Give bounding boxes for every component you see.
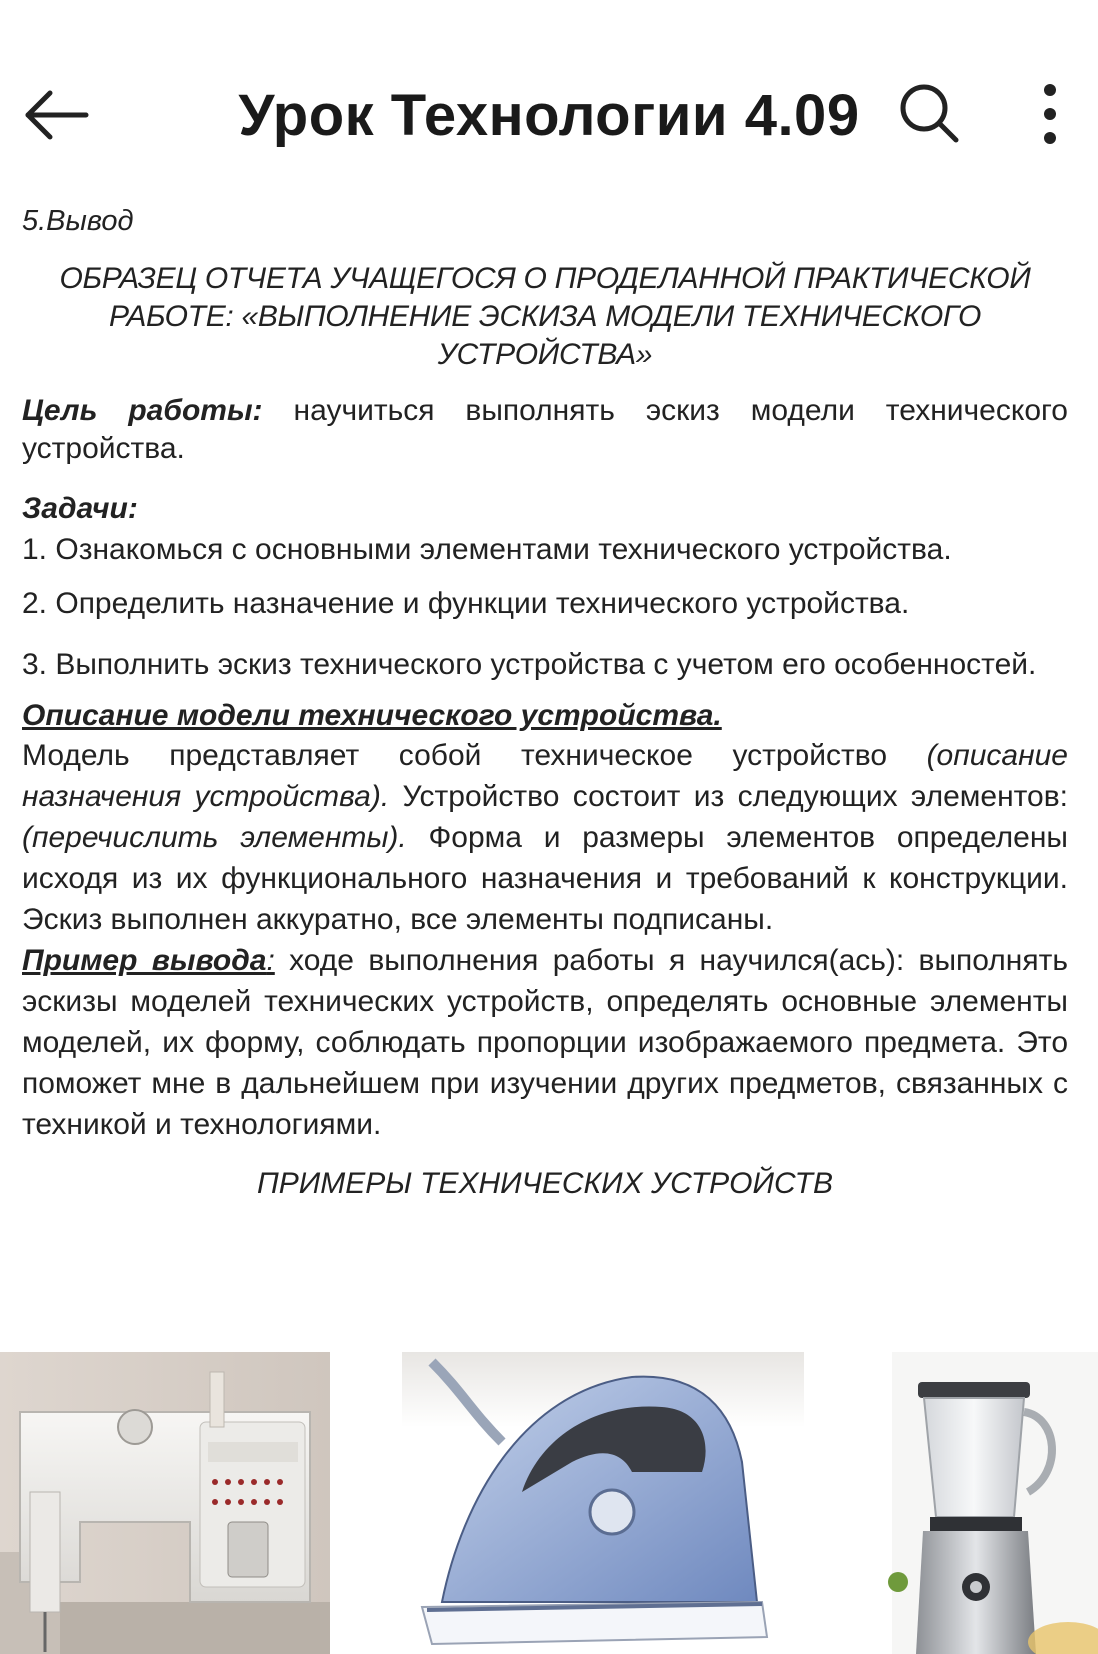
iron-photo[interactable] <box>402 1352 804 1654</box>
app-bar <box>0 60 1098 170</box>
examples-gallery <box>0 1352 1098 1654</box>
search-button[interactable] <box>898 82 960 144</box>
description-paragraph <box>22 735 1068 940</box>
example-colon: : <box>266 944 275 977</box>
task-item: 1. Ознакомься с основными элементами технического устройства. <box>22 533 952 566</box>
task-item: 3. Выполнить эскиз технического устройства с учетом его особенностей. <box>22 648 1037 681</box>
example-label: Пример вывода <box>22 944 267 977</box>
search-icon <box>898 82 960 144</box>
page-title: Урок Технологии 4.09 <box>238 83 860 148</box>
report-heading: ОБРАЗЕЦ ОТЧЕТА УЧАЩЕГОСЯ О ПРОДЕЛАННОЙ ПРАКТИЧЕСКОЙ РАБОТЕ: «ВЫПОЛНЕНИЕ ЭСКИЗА МОДЕЛИ ТЕХНИЧЕСКОГО УСТРОЙСТВА» <box>59 262 1031 371</box>
description-placeholder: (описание назначения устройства). <box>22 739 1068 813</box>
description-text: Устройство состоит из следующих элементов: <box>389 780 1068 813</box>
example-paragraph <box>22 940 1068 1145</box>
goal-text: научиться выполнять эскиз модели технического устройства. <box>22 394 1068 465</box>
section-number: 5.Вывод <box>22 205 134 237</box>
description-text: Форма и размеры элементов определены исходя из их функционального назначения и требований к конструкции. Эскиз выполнен аккуратно, все элементы подписаны. <box>22 821 1068 936</box>
description-heading: Описание модели технического устройства. <box>22 699 722 732</box>
goal-label: Цель работы: <box>22 394 263 427</box>
description-text: Модель представляет собой техническое устройство <box>22 739 927 772</box>
lesson-content <box>22 205 1068 1201</box>
goal-paragraph <box>22 392 1068 468</box>
task-item: 2. Определить назначение и функции технического устройства. <box>22 587 910 620</box>
description-placeholder: (перечислить элементы). <box>22 821 407 854</box>
tasks-label: Задачи: <box>22 492 138 525</box>
examples-caption: ПРИМЕРЫ ТЕХНИЧЕСКИХ УСТРОЙСТВ <box>257 1167 833 1200</box>
more-vertical-icon <box>1030 82 1070 146</box>
sewing-machine-photo[interactable] <box>0 1352 330 1654</box>
blender-photo[interactable] <box>878 1352 1098 1654</box>
example-text: ходе выполнения работы я научился(ась): выполнять эскизы моделей технических устройств, определять основные элементы моделей, их форму, соблюдать пропорции изображаемого предмета. Это поможет мне в дальнейшем при изучении других предметов, связанных с техникой и технологиями. <box>22 944 1068 1141</box>
more-options-button[interactable] <box>1030 82 1070 146</box>
